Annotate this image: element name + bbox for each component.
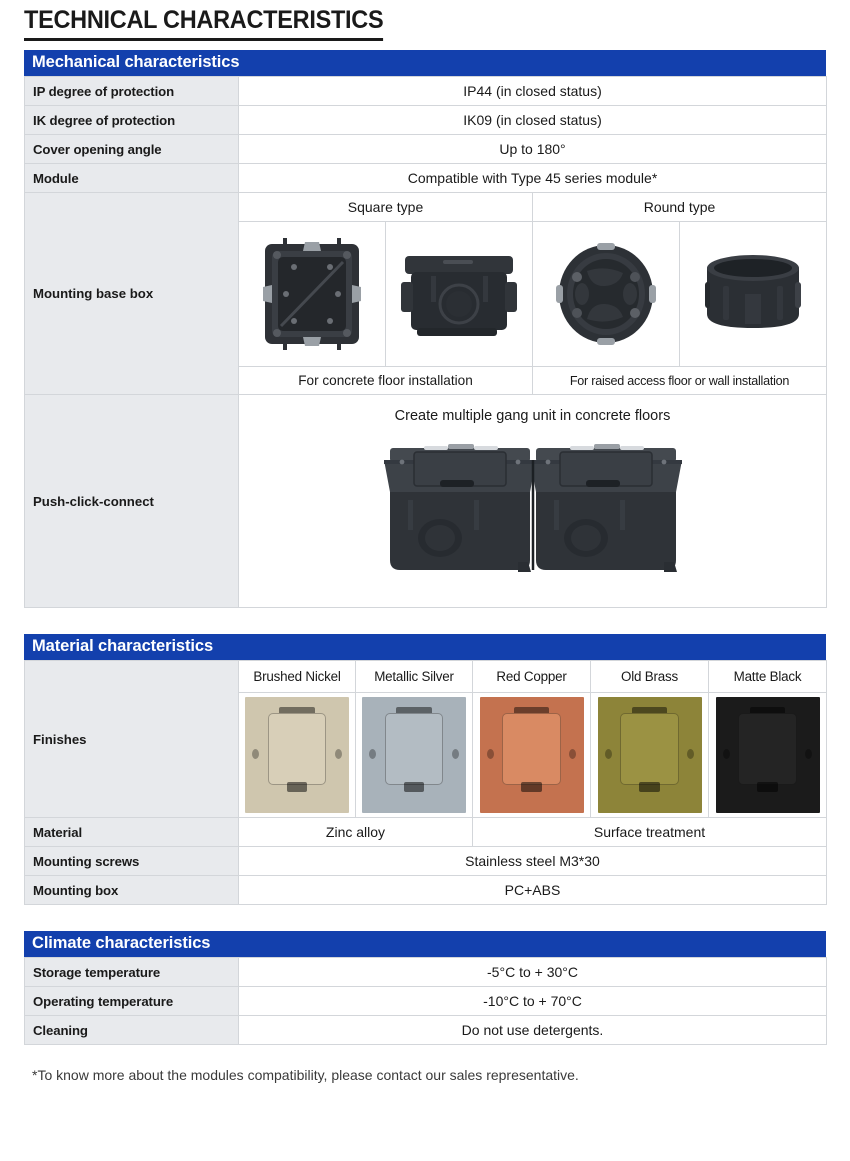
table-row xyxy=(25,77,827,106)
swatch-screw-right xyxy=(805,749,812,759)
finish-label-metallic-silver: Metallic Silver xyxy=(356,661,473,693)
swatch-tab xyxy=(287,782,308,792)
swatch-art xyxy=(245,697,349,813)
swatch-plate xyxy=(738,713,796,785)
row-label: Operating temperature xyxy=(25,987,239,1016)
round-base-box-side-view-image xyxy=(680,222,827,367)
section-header-mechanical: Mechanical characteristics xyxy=(24,50,826,76)
finish-label-brushed-nickel: Brushed Nickel xyxy=(239,661,356,693)
row-label: IK degree of protection xyxy=(25,106,239,135)
swatch-plate xyxy=(502,713,560,785)
row-value: -5°C to + 30°C xyxy=(239,958,827,987)
swatch-screw-right xyxy=(335,749,342,759)
swatch-tab xyxy=(404,782,425,792)
square-type-caption: For concrete floor installation xyxy=(239,367,533,395)
row-value: PC+ABS xyxy=(239,876,827,905)
footnote: *To know more about the modules compatibility, please contact our sales representative. xyxy=(32,1067,579,1083)
section-header-climate: Climate characteristics xyxy=(24,931,826,957)
table-row xyxy=(25,818,827,847)
swatch-screw-right xyxy=(569,749,576,759)
finish-swatch-metallic-silver xyxy=(356,693,473,818)
swatch-tab xyxy=(639,782,660,792)
section-mechanical xyxy=(24,50,826,608)
climate-table xyxy=(24,957,827,1045)
swatch-plate xyxy=(620,713,678,785)
finish-swatch-matte-black xyxy=(709,693,827,818)
swatch-plate xyxy=(268,713,326,785)
swatch-art xyxy=(480,697,584,813)
material-value-zinc-alloy: Zinc alloy xyxy=(239,818,473,847)
finish-label-old-brass: Old Brass xyxy=(591,661,709,693)
material-table xyxy=(24,660,827,905)
row-value: -10°C to + 70°C xyxy=(239,987,827,1016)
mounting-type-heading-row xyxy=(25,193,827,222)
row-label: Mounting screws xyxy=(25,847,239,876)
finish-name-row xyxy=(25,661,827,693)
row-label: Module xyxy=(25,164,239,193)
row-value: Stainless steel M3*30 xyxy=(239,847,827,876)
swatch-tab xyxy=(757,782,778,792)
row-label: Mounting base box xyxy=(25,193,239,395)
swatch-screw-left xyxy=(605,749,612,759)
finish-swatch-brushed-nickel xyxy=(239,693,356,818)
swatch-screw-left xyxy=(369,749,376,759)
page-title: TECHNICAL CHARACTERISTICS xyxy=(24,0,383,41)
push-click-connect-row xyxy=(25,395,827,608)
row-label: Cover opening angle xyxy=(25,135,239,164)
table-row xyxy=(25,164,827,193)
swatch-screw-left xyxy=(487,749,494,759)
material-value-surface-treatment: Surface treatment xyxy=(473,818,827,847)
table-row xyxy=(25,106,827,135)
square-base-box-side-view-image xyxy=(386,222,533,367)
mechanical-table xyxy=(24,76,827,608)
row-value: IP44 (in closed status) xyxy=(239,77,827,106)
round-base-box-top-view-image xyxy=(533,222,680,367)
swatch-art xyxy=(716,697,820,813)
swatch-screw-right xyxy=(687,749,694,759)
swatch-art xyxy=(598,697,702,813)
table-row xyxy=(25,958,827,987)
swatch-tab xyxy=(521,782,542,792)
row-label: Mounting box xyxy=(25,876,239,905)
finish-label-matte-black: Matte Black xyxy=(709,661,827,693)
table-row xyxy=(25,1016,827,1045)
swatch-art xyxy=(362,697,466,813)
mounting-type-round-label: Round type xyxy=(533,193,827,222)
table-row xyxy=(25,847,827,876)
row-label: Material xyxy=(25,818,239,847)
row-label: Finishes xyxy=(25,661,239,818)
finish-swatch-red-copper xyxy=(473,693,591,818)
row-value: Do not use detergents. xyxy=(239,1016,827,1045)
square-base-box-top-view-image xyxy=(239,222,386,367)
push-click-connect-caption: Create multiple gang unit in concrete floors xyxy=(394,408,671,424)
swatch-screw-left xyxy=(252,749,259,759)
row-label: Cleaning xyxy=(25,1016,239,1045)
section-material xyxy=(24,634,826,905)
section-header-material: Material characteristics xyxy=(24,634,826,660)
row-label: IP degree of protection xyxy=(25,77,239,106)
swatch-plate xyxy=(385,713,443,785)
table-row xyxy=(25,135,827,164)
table-row xyxy=(25,987,827,1016)
finish-swatch-old-brass xyxy=(591,693,709,818)
row-label: Push-click-connect xyxy=(25,395,239,608)
mounting-type-square-label: Square type xyxy=(239,193,533,222)
finish-label-red-copper: Red Copper xyxy=(473,661,591,693)
round-type-caption: For raised access floor or wall installation xyxy=(533,367,827,395)
swatch-screw-right xyxy=(452,749,459,759)
two-gang-floor-box-assembly-image xyxy=(239,430,826,592)
push-click-connect-content xyxy=(239,395,827,608)
table-row xyxy=(25,876,827,905)
section-climate xyxy=(24,931,826,1045)
row-value: Up to 180° xyxy=(239,135,827,164)
swatch-screw-left xyxy=(723,749,730,759)
row-value: Compatible with Type 45 series module* xyxy=(239,164,827,193)
row-value: IK09 (in closed status) xyxy=(239,106,827,135)
row-label: Storage temperature xyxy=(25,958,239,987)
